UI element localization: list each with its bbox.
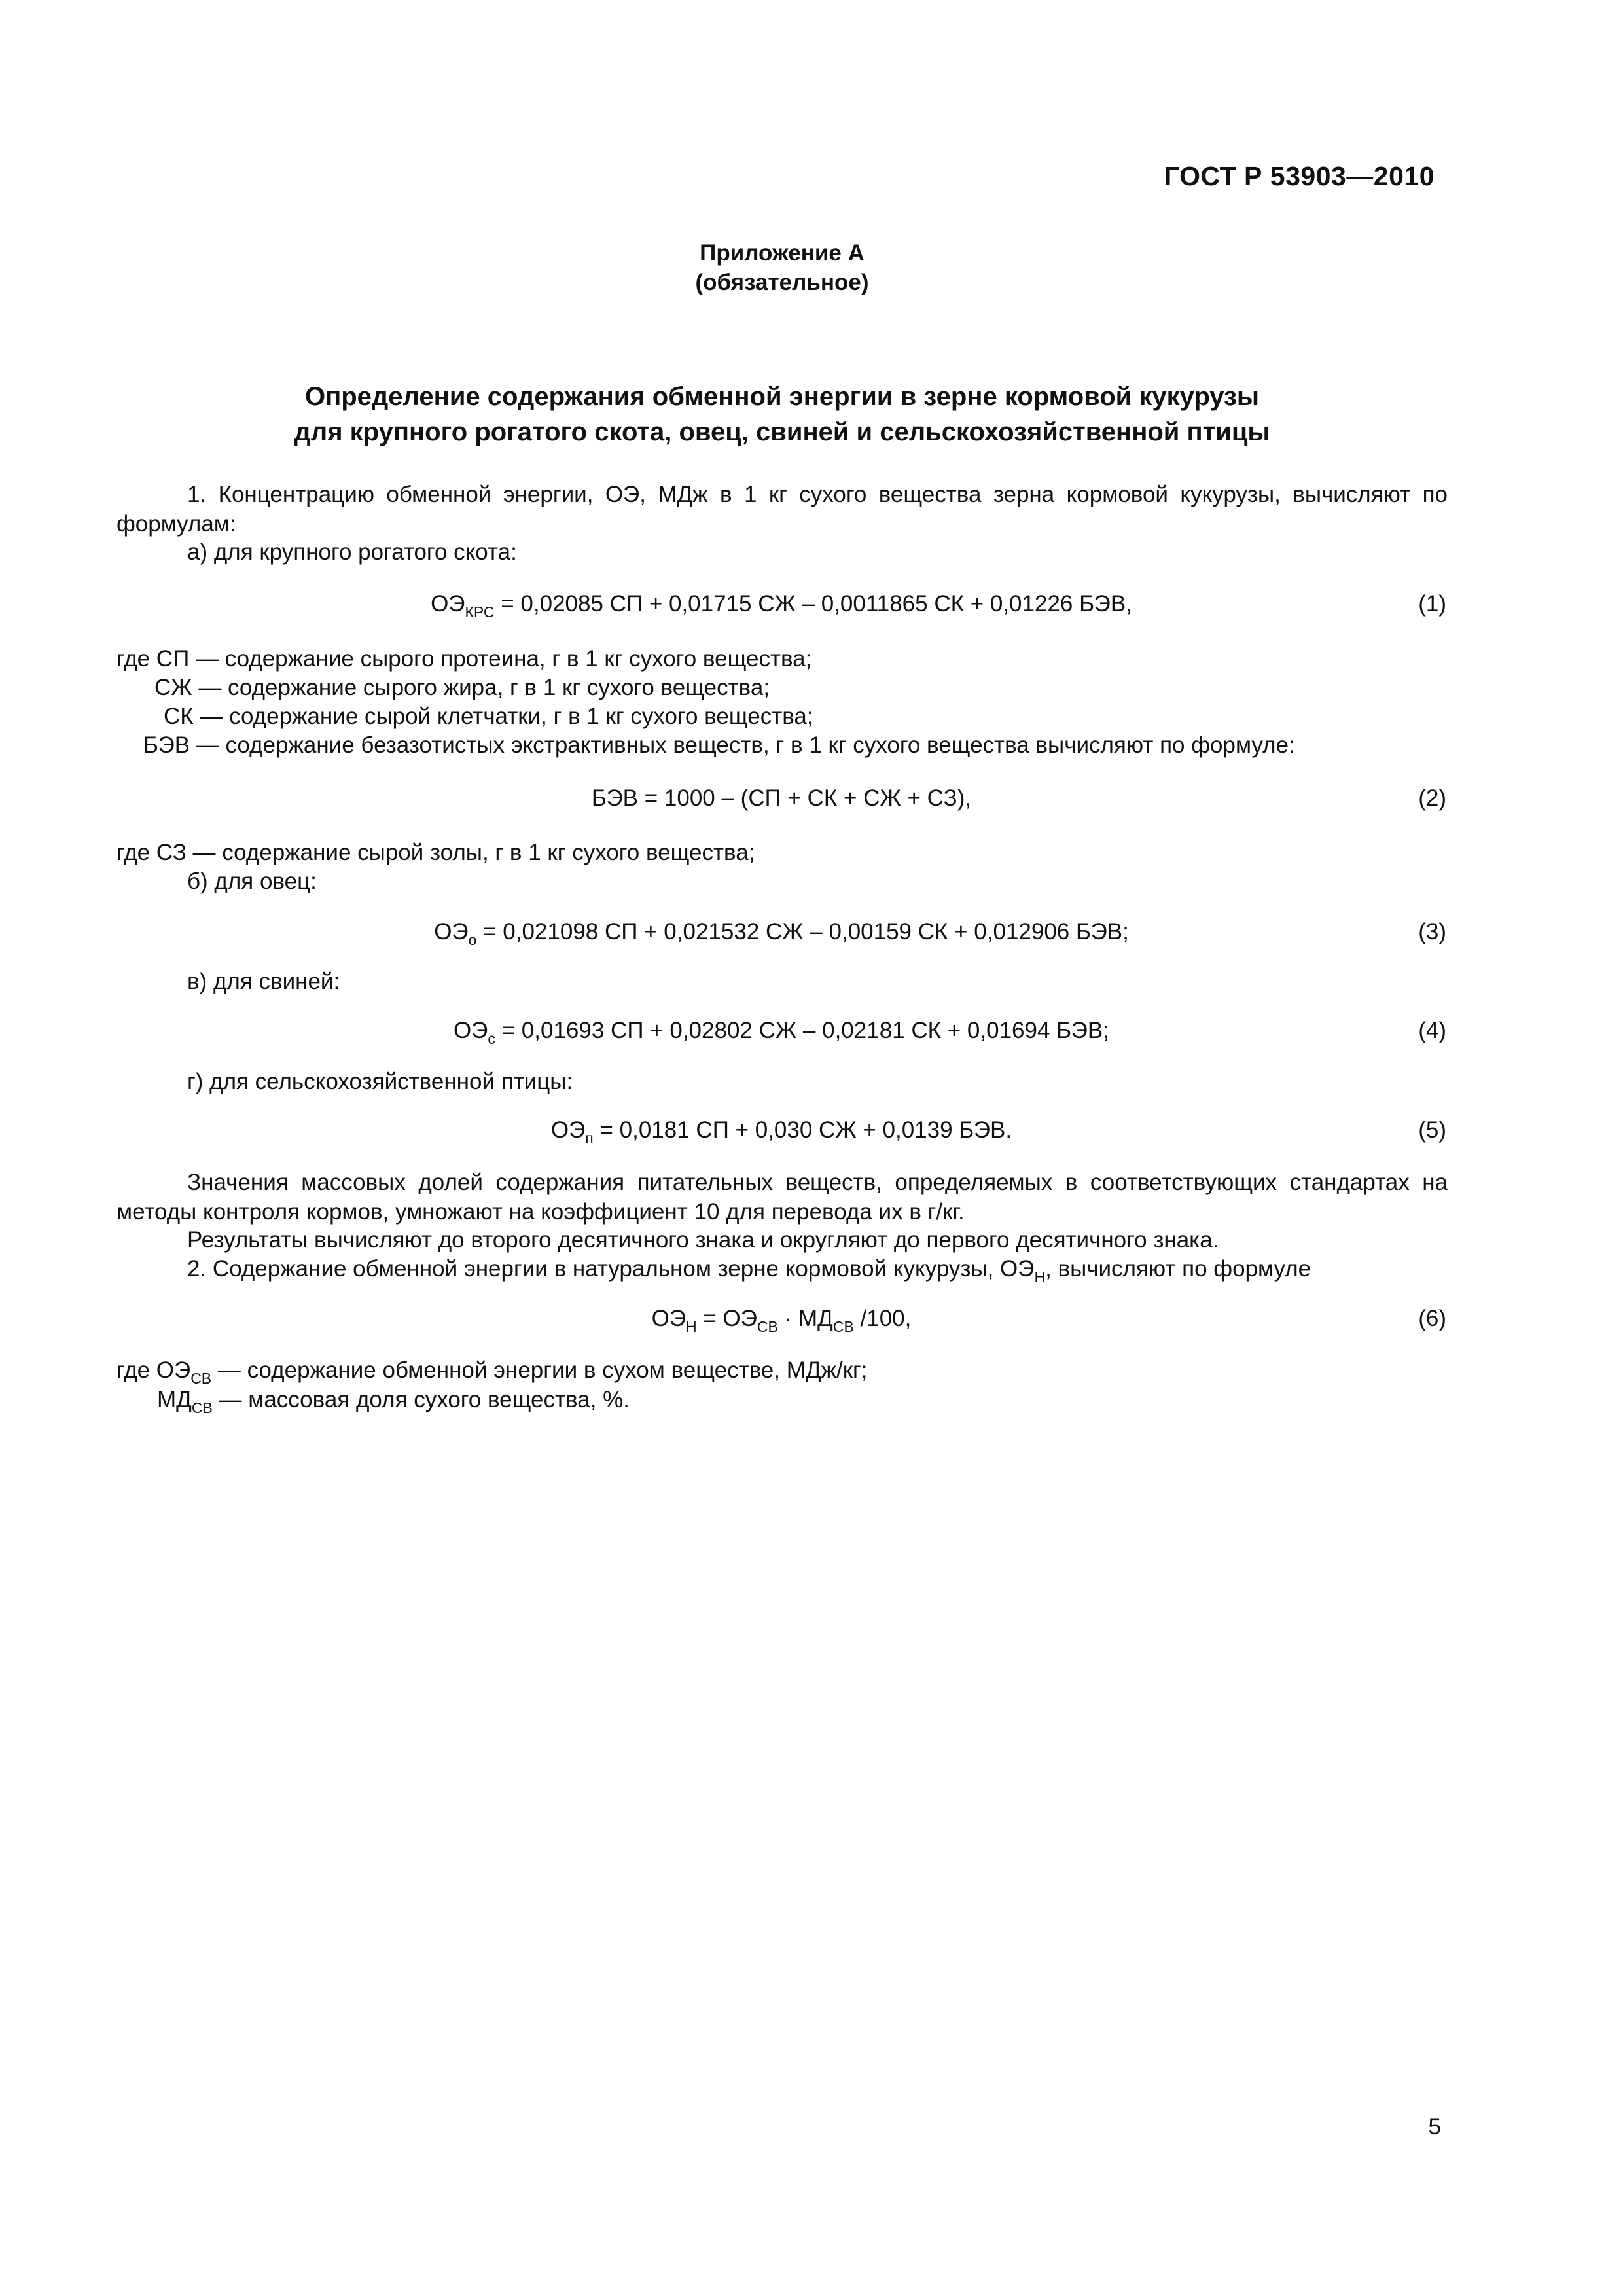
annex-title: Приложение А <box>700 240 865 266</box>
formula-2 <box>116 785 1446 818</box>
standard-code: ГОСТ Р 53903—2010 <box>1164 161 1435 191</box>
page-number: 5 <box>1428 2114 1441 2140</box>
item-a-label: а) для крупного рогатого скота: <box>187 539 517 565</box>
item-v-label: в) для свиней: <box>187 969 340 994</box>
definition-oe-sv: где $ОЭ_{СВ}$ — содержание обменной энергии в сухом веществе, МДж/кг; <box>116 1357 868 1387</box>
formula-4 <box>116 1018 1446 1050</box>
formula-2-number: (2) <box>1418 785 1446 811</box>
paragraph-results: Результаты вычисляют до второго десятичного знака и округляют до первого десятичного знака. <box>187 1227 1219 1253</box>
definition-bev: БЭВ — содержание безазотистых экстрактивных веществ, г в 1 кг сухого вещества вычисляют по формуле: <box>143 732 1295 758</box>
definition-sp: где СП — содержание сырого протеина, г в 1 кг сухого вещества; <box>116 646 812 672</box>
formula-5-number: (5) <box>1418 1117 1446 1143</box>
annex-status: (обязательное) <box>695 270 869 295</box>
formula-3-expression: $ОЭ_о = 0,021098$ СП + 0,021532 СЖ – 0,00159 СК + 0,012906 БЭВ; <box>434 919 1129 948</box>
formula-4-expression: $ОЭ_с = 0,01693$ СП + 0,02802 СЖ – 0,02181 СК + 0,01694 БЭВ; <box>454 1018 1109 1047</box>
formula-1-number: (1) <box>1418 591 1446 617</box>
definition-sk: СК — содержание сырой клетчатки, г в 1 кг сухого вещества; <box>164 704 813 729</box>
definition-md-sv: $МД_{СВ}$ — массовая доля сухого вещества, %. <box>157 1387 630 1416</box>
definition-sz: где СЗ — содержание сырой золы, г в 1 кг сухого вещества; <box>116 840 755 865</box>
formula-4-number: (4) <box>1418 1018 1446 1043</box>
document-title-line-1: Определение содержания обменной энергии в зерне кормовой кукурузы <box>304 382 1260 411</box>
definition-szh: СЖ — содержание сырого жира, г в 1 кг сухого вещества; <box>154 675 770 700</box>
document-title-line-2: для крупного рогатого скота, овец, свиней и сельскохозяйственной птицы <box>294 418 1270 446</box>
formula-1-expression: $ОЭ_{КРС} = 0,02085$ СП + 0,01715 СЖ – 0,0011865 СК + 0,01226 БЭВ, <box>431 591 1132 620</box>
formula-5-expression: $ОЭ_п = 0,0181$ СП + 0,030 СЖ + 0,0139 БЭВ. <box>550 1117 1012 1147</box>
formula-1 <box>116 591 1446 624</box>
item-b-label: б) для овец: <box>187 869 317 894</box>
paragraph-1: 1. Концентрацию обменной энергии, ОЭ, МДж в 1 кг сухого вещества зерна кормовой кукурузы, вычисляют по формулам: <box>116 482 1448 537</box>
item-g-label: г) для сельскохозяйственной птицы: <box>187 1069 573 1094</box>
formula-3 <box>116 919 1446 952</box>
formula-6-number: (6) <box>1418 1306 1446 1331</box>
formula-5 <box>116 1117 1446 1150</box>
paragraph-values: Значения массовых долей содержания питательных веществ, определяемых в соответствующих стандартах на методы контроля кормов, умножают на коэффициент 10 для перевода их в г/кг. <box>116 1170 1448 1225</box>
paragraph-2: 2. Содержание обменной энергии в натуральном зерне кормовой кукурузы, $ОЭ_Н$, вычисляют по формуле <box>187 1256 1311 1285</box>
formula-2-expression: БЭВ = 1000 – (СП + СК + СЖ + СЗ), <box>591 785 972 811</box>
formula-6 <box>116 1306 1446 1338</box>
formula-3-number: (3) <box>1418 919 1446 944</box>
formula-6-expression: $ОЭ_Н = ОЭ_{СВ} \cdot МД_{СВ}$ /100, <box>651 1306 912 1335</box>
